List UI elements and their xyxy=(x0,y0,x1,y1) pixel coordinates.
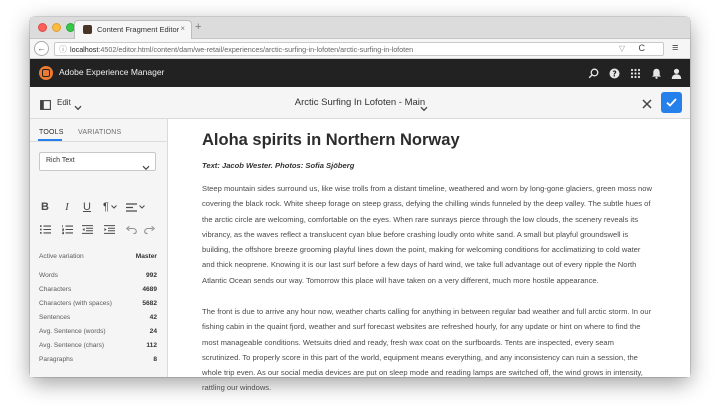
stat-value: 42 xyxy=(149,314,157,321)
document-byline[interactable]: Text: Jacob Wester. Photos: Sofia Sjöberg xyxy=(202,161,355,170)
document-paragraph[interactable]: The front is due to arrive any hour now, weather charts calling for anything in between regular bad weather and full arctic storm. In our fishing cabin in the quaint fjord, weather and surf forecast websites are refreshed hourly, for any update or hint on where to find the most manageable conditions. Wetsuits dried and ready, fresh wax coat on the surfboards. Tents are inspected, every seam scrutinized. To properly score in this part of the world, equipment means everything, and any inconsistency can ruin a session, the whole trip even. As our social media devices are put on sleep mode and reading lamps are switched off, the wind grows in intensity, rattling our windows. xyxy=(202,307,652,393)
rich-text-editor[interactable] xyxy=(169,119,690,393)
variation-chevron-down-icon[interactable] xyxy=(420,99,428,117)
search-icon[interactable] xyxy=(584,64,602,82)
stat-value: 4689 xyxy=(142,286,157,293)
active-variation-label: Active variation xyxy=(39,253,84,260)
chevron-down-icon xyxy=(142,158,150,176)
redo-icon xyxy=(144,225,155,234)
browser-menu-icon[interactable]: ≡ xyxy=(672,42,679,54)
browser-window xyxy=(30,17,690,393)
stat-label: Words xyxy=(39,272,58,279)
url-host: localhost xyxy=(70,45,99,54)
stat-value: 112 xyxy=(146,342,157,349)
aem-logo-icon[interactable] xyxy=(39,66,53,80)
tab-variations[interactable]: VARIATIONS xyxy=(78,129,122,136)
paragraph-glyph: ¶ xyxy=(103,201,109,213)
stat-label: Avg. Sentence (words) xyxy=(39,328,106,335)
stat-label: Sentences xyxy=(39,314,71,321)
stat-value: 8 xyxy=(153,356,157,363)
numbered-list-icon xyxy=(62,225,73,234)
close-button[interactable] xyxy=(641,97,653,109)
help-icon[interactable] xyxy=(605,64,623,82)
tab-close-icon[interactable]: × xyxy=(180,24,185,33)
indent-icon xyxy=(104,225,115,234)
indent-button[interactable] xyxy=(102,223,116,235)
stat-value: 24 xyxy=(149,328,157,335)
stat-label: Avg. Sentence (chars) xyxy=(39,342,105,349)
stat-value: 992 xyxy=(145,272,157,279)
svg-text:?: ? xyxy=(611,68,617,78)
bookmark-icon[interactable]: ▽ xyxy=(618,44,625,53)
window-close-control[interactable] xyxy=(38,23,47,32)
tabs-divider xyxy=(30,141,168,142)
solutions-grid-icon[interactable] xyxy=(626,64,644,82)
aem-title: Adobe Experience Manager xyxy=(59,67,165,77)
browser-tab-title: Content Fragment Editor xyxy=(97,25,180,34)
outdent-icon xyxy=(82,225,93,234)
outdent-button[interactable] xyxy=(80,223,94,235)
fragment-title[interactable]: Arctic Surfing In Lofoten - Main xyxy=(294,97,426,108)
url-field[interactable] xyxy=(54,42,664,56)
url-path: :4502/editor.html/content/dam/we-retail/experiences/arctic-surfing-in-lofoten/arctic-surfing-in-lofoten xyxy=(98,45,414,54)
edit-menu-label[interactable]: Edit xyxy=(57,98,71,107)
numbered-list-button[interactable] xyxy=(60,223,74,235)
active-variation-value: Master xyxy=(135,253,157,260)
browser-tab[interactable] xyxy=(74,20,192,39)
bold-glyph: B xyxy=(41,201,49,213)
format-select-value: Rich Text xyxy=(46,157,75,164)
italic-glyph: I xyxy=(65,201,69,213)
back-button[interactable]: ← xyxy=(34,41,49,56)
redo-button[interactable] xyxy=(142,223,156,235)
undo-icon xyxy=(126,225,137,234)
underline-glyph: U xyxy=(83,201,91,213)
stat-value: 5682 xyxy=(142,300,157,307)
tab-tools[interactable]: TOOLS xyxy=(39,129,64,136)
align-button[interactable] xyxy=(124,201,146,213)
italic-button[interactable] xyxy=(60,201,74,213)
left-tools-panel xyxy=(30,119,168,377)
stat-label: Characters (with spaces) xyxy=(39,300,112,307)
favicon-icon xyxy=(83,25,92,34)
info-icon[interactable]: ⓘ xyxy=(59,45,67,54)
url-text xyxy=(70,45,413,54)
editor-toolbar xyxy=(30,87,690,119)
aem-top-nav xyxy=(30,59,690,87)
bulleted-list-button[interactable] xyxy=(38,223,52,235)
notifications-bell-icon[interactable] xyxy=(647,64,665,82)
paragraph-format-button[interactable] xyxy=(100,201,120,213)
new-tab-button[interactable]: + xyxy=(195,21,202,33)
stat-label: Paragraphs xyxy=(39,356,74,363)
format-select[interactable] xyxy=(39,152,156,171)
browser-tab-bar xyxy=(30,17,690,39)
save-button[interactable] xyxy=(661,92,682,113)
checkmark-icon xyxy=(666,98,677,107)
stat-label: Characters xyxy=(39,286,72,293)
document-paragraph[interactable]: Steep mountain sides surround us, like wise trolls from a distant timeline, weathered and worn by long-gone glaciers, green moss now covering the black rock. White sheep forage on steep grass, defying the chilling winds funneled by the deep valley. The subtle hues of the arctic circle are welcoming, comfortable on the eyes. When rare sunrays pierce through the low clouds, the scenery reveals its vibrancy, as the waves reflect a translucent cyan blue before crashing loudly onto white sand. A small but playful groundswell is building, the offshore breeze grooming playful lines down the point, making for welcoming conditions for acclimatizing to cold water and thick neoprene. Knowing it is our last surf before a few days of hard wind, we take full advantage out of every ripple the North Atlantic Ocean sends our way. Tomorrow this place will have taken on a very different, much more hostile appearance. xyxy=(202,184,652,285)
reload-icon[interactable]: C xyxy=(638,43,645,53)
browser-address-bar xyxy=(30,39,690,59)
undo-button[interactable] xyxy=(124,223,138,235)
user-avatar-icon[interactable] xyxy=(667,64,685,82)
document-heading[interactable]: Aloha spirits in Northern Norway xyxy=(202,131,460,149)
underline-button[interactable] xyxy=(80,201,94,213)
window-minimize-control[interactable] xyxy=(52,23,61,32)
align-left-icon xyxy=(126,203,137,212)
bold-button[interactable] xyxy=(38,201,52,213)
bulleted-list-icon xyxy=(40,225,51,234)
